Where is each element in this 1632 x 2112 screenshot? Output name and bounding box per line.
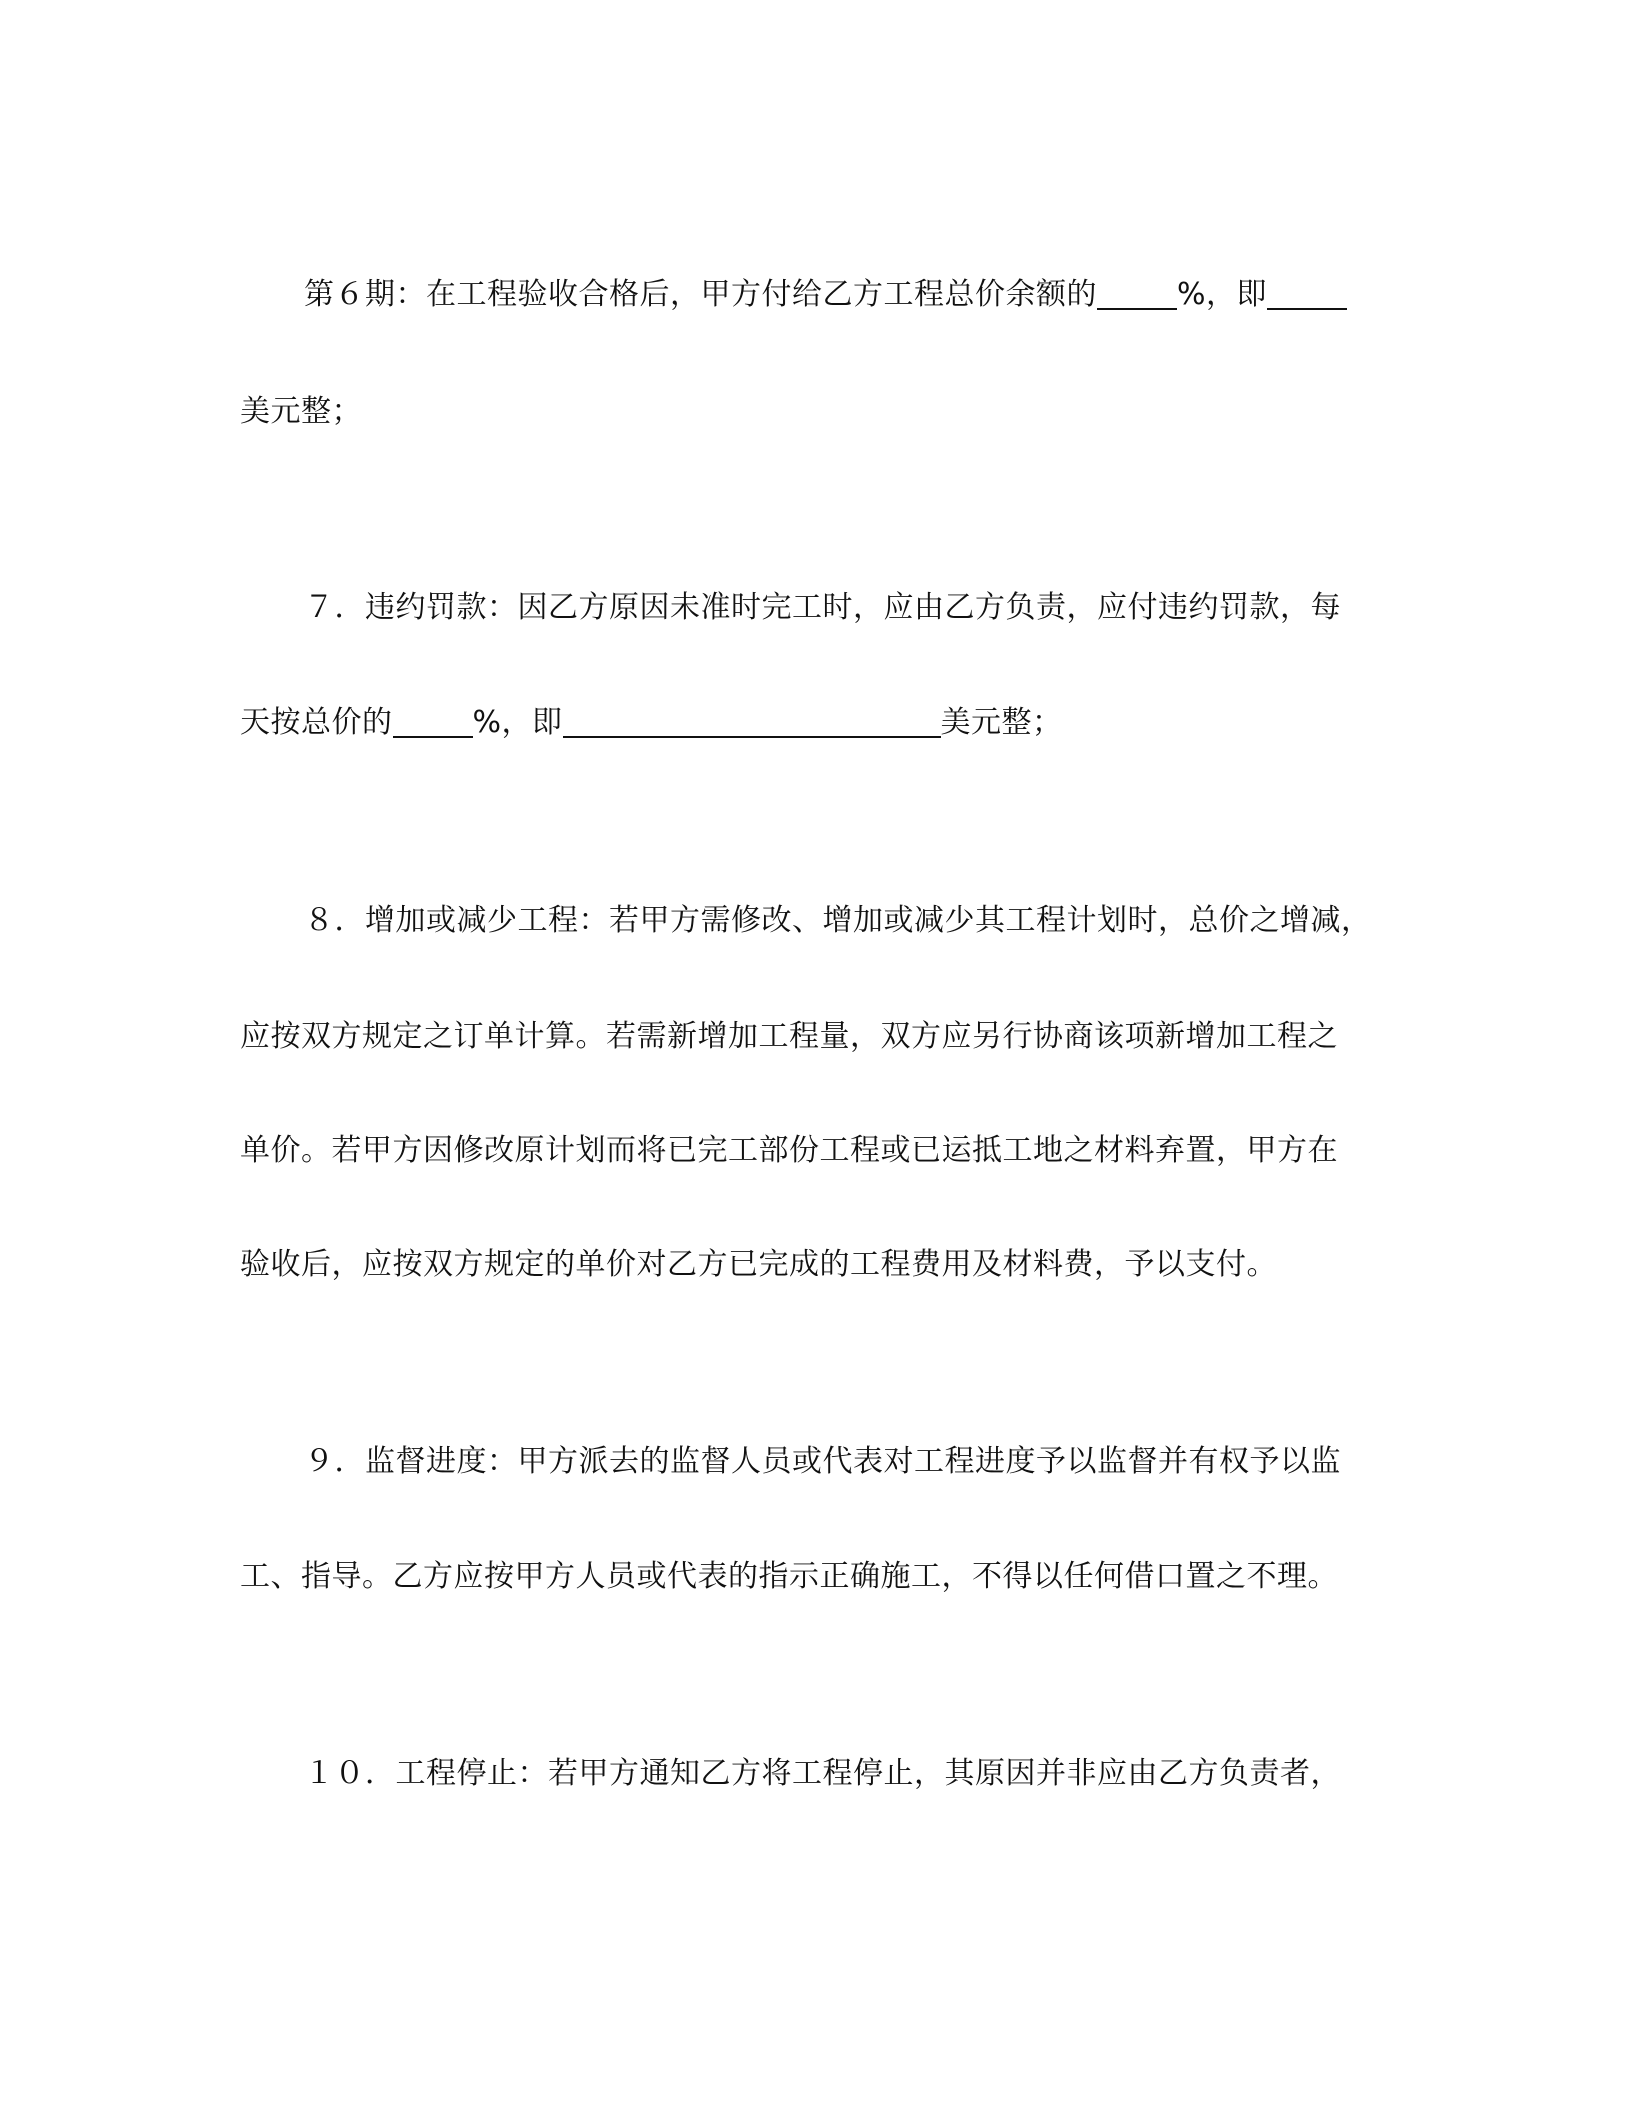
amount-blank bbox=[563, 702, 941, 738]
para-7-line-2 bbox=[240, 701, 1380, 745]
para-6-line-1 bbox=[304, 273, 1380, 317]
para-6-line-2: 美元整； bbox=[240, 394, 362, 429]
para-7-line-1: ７．违约罚款：因乙方原因未准时完工时，应由乙方负责，应付违约罚款，每 bbox=[304, 590, 1341, 625]
para-8-line-4: 验收后，应按双方规定的单价对乙方已完成的工程费用及材料费，予以支付。 bbox=[240, 1247, 1277, 1282]
amount-blank bbox=[1267, 274, 1347, 310]
para-8-line-2: 应按双方规定之订单计算。若需新增加工程量，双方应另行协商该项新增加工程之 bbox=[240, 1019, 1338, 1054]
para-6-text-b: %，即 bbox=[1177, 277, 1268, 312]
para-7-text-c: 美元整； bbox=[940, 705, 1063, 740]
para-9-line-2: 工、指导。乙方应按甲方人员或代表的指示正确施工，不得以任何借口置之不理。 bbox=[240, 1559, 1338, 1594]
para-7-text-b: %，即 bbox=[472, 705, 563, 740]
percent-blank bbox=[393, 702, 473, 738]
para-8-line-3: 单价。若甲方因修改原计划而将已完工部份工程或已运抵工地之材料弃置，甲方在 bbox=[240, 1133, 1338, 1168]
para-6-text-a: 第６期：在工程验收合格后，甲方付给乙方工程总价余额的 bbox=[304, 277, 1097, 312]
percent-blank bbox=[1097, 274, 1177, 310]
para-10-line-1: １０．工程停止：若甲方通知乙方将工程停止，其原因并非应由乙方负责者， bbox=[304, 1756, 1341, 1791]
para-7-text-a: 天按总价的 bbox=[240, 705, 393, 740]
para-8-line-1: ８．增加或减少工程：若甲方需修改、增加或减少其工程计划时，总价之增减， bbox=[304, 903, 1372, 938]
para-9-line-1: ９．监督进度：甲方派去的监督人员或代表对工程进度予以监督并有权予以监 bbox=[304, 1444, 1341, 1479]
